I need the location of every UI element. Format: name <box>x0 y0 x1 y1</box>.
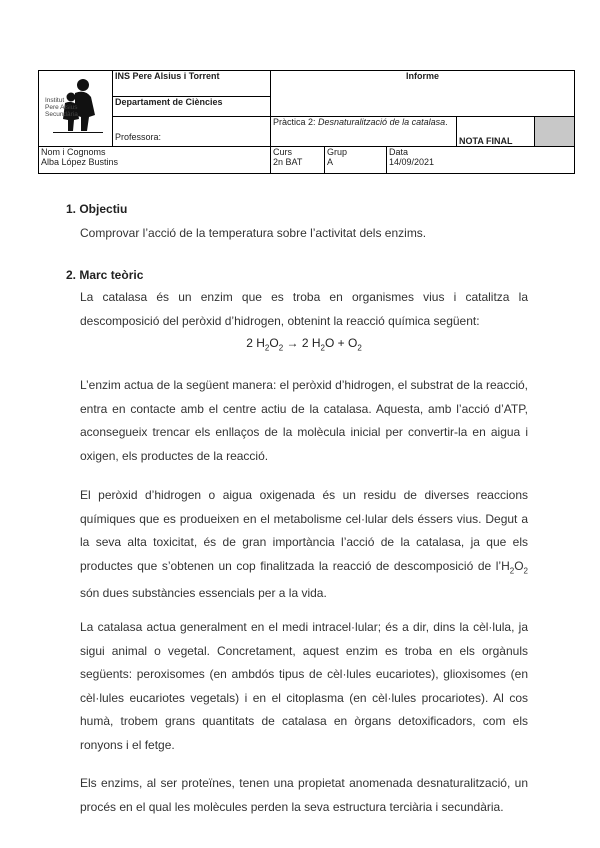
grade-label: NOTA FINAL <box>457 117 535 147</box>
name-field: Nom i Cognoms Alba López Bustins <box>39 147 271 174</box>
document-header <box>38 70 574 174</box>
logo-text: Institut Pere Alsius Secundària <box>45 97 78 118</box>
department-name: Departament de Ciències <box>113 97 271 117</box>
date-field: Data 14/09/2021 <box>387 147 575 174</box>
school-name: INS Pere Alsius i Torrent <box>113 71 271 97</box>
report-title: Informe <box>271 71 575 117</box>
school-logo <box>39 71 113 147</box>
section-title: 2. Marc teòric <box>66 268 144 282</box>
practice-title: Pràctica 2: Desnaturalització de la catalasa. <box>271 117 457 147</box>
paragraph: La catalasa actua generalment en el medi intracel·lular; és a dir, dins la cèl·lula, ja sigui animal o vegetal. Concretament, aquest enzim es troba en els orgànuls següents: peroxisomes (en ambdós tipus de cèl·lules eucariotes), glioxisomes (en cèl·lules eucariotes vegetals) i en el citoplasma (en cèl·lules procariotes). Al cos humà, trobem grans quantitats de catalasa en òrgans detoxificadors, com els ronyons i el fetge. <box>80 620 528 752</box>
group-field: Grup A <box>325 147 387 174</box>
paragraph: Els enzims, al ser proteïnes, tenen una propietat anomenada desnaturalització, un procés en el qual les molècules perden la seva estructura terciària i secundària. <box>80 776 528 814</box>
objective-text: Comprovar l’acció de la temperatura sobre l’activitat dels enzims. <box>80 226 427 240</box>
paragraph: La catalasa és un enzim que es troba en organismes vius i catalitza la descomposició del peròxid d’hidrogen, obtenint la reacció química següent: <box>80 290 528 328</box>
paragraph: El peròxid d’hidrogen o aigua oxigenada és un residu de diverses reaccions químiques que es produeixen en el metabolisme cel·lular dels éssers vius. Degut a la seva alta toxicitat, és de gran importància l’acció de la catalasa, ja que els productes que s’obtenen un cop finalitzada la reacció de descomposició de $l’H_2O_2$ són dues substàncies essencials per a la vida. <box>80 488 528 601</box>
chemical-equation: 2 $H_2O_2 \to 2$ $H_2O + O_2$ <box>246 336 362 353</box>
grade-value <box>535 117 575 147</box>
section-title: 1. Objectiu <box>66 202 128 216</box>
paragraph: L’enzim actua de la següent manera: el peròxid d’hidrogen, el substrat de la reacció, entra en contacte amb el centre actiu de la catalasa. Aquesta, amb l’acció d’ATP, aconsegueix trencar els enllaços de la molècula inicial per convertir-la en aigua i oxigen, els productes de la reacció. <box>80 378 528 463</box>
course-field: Curs 2n BAT <box>271 147 325 174</box>
teacher-label: Professora: <box>113 117 271 147</box>
